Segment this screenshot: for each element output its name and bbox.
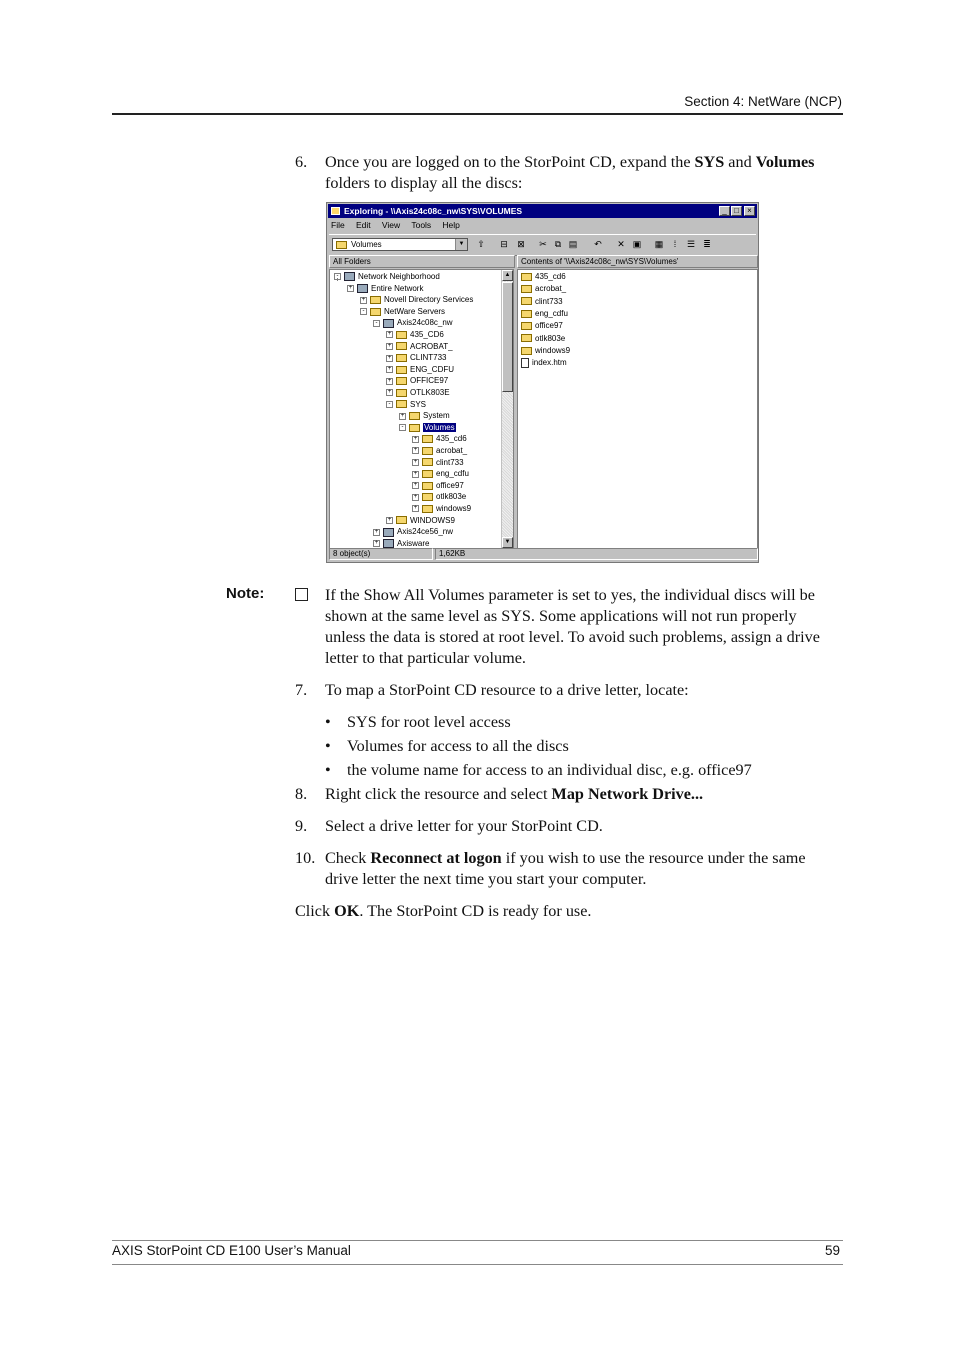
tree-item[interactable] (360, 306, 445, 317)
expand-icon[interactable]: + (387, 331, 392, 338)
expand-icon[interactable]: + (387, 366, 392, 373)
status-count: 8 object(s) (329, 548, 433, 560)
list-item[interactable] (521, 308, 568, 319)
tree-item-label: System (423, 411, 450, 421)
header-rule (112, 113, 843, 115)
footer-rule (112, 1264, 843, 1265)
list-item-label: index.htm (532, 358, 567, 368)
step-number: 10. (295, 849, 316, 867)
tree-item-label: 435_CD6 (410, 330, 444, 339)
tree-item-label: ENG_CDFU (410, 364, 455, 374)
cut-icon[interactable]: ✂ (539, 239, 547, 249)
tree-item-label: 435_cd6 (436, 434, 467, 444)
closing-ok: OK (334, 902, 360, 920)
expand-icon[interactable]: + (413, 482, 418, 489)
tree-item[interactable] (347, 283, 423, 294)
list-item[interactable] (521, 357, 567, 368)
folder-icon (422, 493, 433, 501)
title-bar (328, 204, 757, 218)
tree-item-label: ACROBAT_ (410, 341, 453, 351)
tree-item[interactable] (399, 422, 456, 433)
document-icon (521, 358, 529, 368)
menu-view[interactable]: View (381, 220, 401, 230)
step-text: Check Reconnect at logon if you wish to use the resource under the same drive letter the next time you start your computer. (325, 849, 806, 888)
tree-item[interactable] (334, 271, 440, 282)
expand-icon[interactable]: + (387, 342, 392, 349)
tree-item-label: otlk803e (436, 492, 467, 502)
folder-icon (396, 516, 407, 524)
undo-icon[interactable]: ↶ (594, 239, 602, 249)
map-drive-icon[interactable]: ⊟ (500, 239, 508, 249)
collapse-icon[interactable]: - (386, 401, 393, 408)
menu-bar (331, 220, 469, 232)
list-item-label: otlk803e (535, 333, 566, 343)
folder-icon (521, 334, 532, 342)
list-item[interactable] (521, 283, 566, 294)
list-item-label: office97 (535, 321, 563, 331)
tree-item-label: OFFICE97 (410, 376, 449, 386)
step-9 (295, 816, 841, 838)
bullet-item (325, 736, 845, 758)
folder-tree (329, 269, 514, 549)
step-number: 6. (295, 153, 308, 171)
folder-icon (370, 308, 381, 316)
list-item-label: clint733 (535, 296, 563, 306)
tree-item[interactable] (360, 294, 473, 305)
expand-icon[interactable]: + (387, 389, 392, 396)
details-view-icon[interactable]: ≣ (703, 239, 711, 249)
tree-item[interactable] (412, 491, 466, 502)
tree-item[interactable] (399, 410, 450, 421)
list-item[interactable] (521, 271, 566, 282)
explorer-window (326, 202, 759, 563)
tree-item[interactable] (386, 387, 450, 398)
folder-icon (336, 241, 347, 249)
footer-rule (112, 1240, 843, 1241)
bullet-text: the volume name for access to an individual disc, e.g. office97 (347, 761, 752, 779)
scroll-thumb[interactable] (502, 282, 513, 392)
folder-icon (396, 342, 407, 350)
expand-icon[interactable]: + (400, 412, 405, 419)
folder-icon (422, 435, 433, 443)
address-value: Volumes (351, 240, 382, 249)
bullet-dot: • (325, 713, 331, 731)
menu-help[interactable]: Help (442, 220, 460, 230)
folder-icon (521, 273, 532, 281)
large-icons-icon[interactable]: ▦ (654, 239, 664, 249)
collapse-icon[interactable]: - (360, 308, 367, 315)
tree-item[interactable] (386, 341, 453, 352)
expand-icon[interactable]: + (348, 284, 353, 291)
tree-item[interactable] (412, 503, 471, 514)
step-text: Once you are logged on to the StorPoint CD, expand the SYS and Volumes folders to display all the discs: (325, 153, 815, 192)
tree-item-label: WINDOWS9 (410, 515, 455, 525)
step-10 (295, 848, 841, 892)
note-text: If the Show All Volumes parameter is set to yes, the individual discs will be shown at the same level as SYS. Some applications will not run properly unless the data is stored at root level. To avoid such problems, assign a drive letter to that particular volume. (325, 586, 820, 667)
tree-item[interactable] (373, 317, 453, 328)
expand-icon[interactable]: + (413, 493, 418, 500)
page-number: 59 (824, 1243, 840, 1258)
step-text: Select a drive letter for your StorPoint CD. (325, 817, 603, 835)
tree-item-label: Volumes (424, 422, 455, 432)
folder-icon (396, 377, 407, 385)
menu-edit[interactable]: Edit (355, 220, 371, 230)
bullet-item (325, 760, 845, 782)
copy-icon[interactable]: ⧉ (554, 239, 562, 249)
bullet-dot: • (325, 737, 331, 755)
step-8 (295, 784, 841, 806)
folder-icon (409, 412, 420, 420)
expand-icon[interactable]: + (413, 435, 418, 442)
closing-line (295, 901, 841, 923)
bullet-text: SYS for root level access (347, 713, 511, 731)
expand-icon[interactable]: + (387, 354, 392, 361)
network-icon (344, 272, 355, 281)
tree-item[interactable] (386, 375, 448, 386)
minimize-icon[interactable]: _ (719, 206, 730, 216)
folder-icon (396, 389, 407, 397)
list-item[interactable] (521, 345, 570, 356)
maximize-icon[interactable]: □ (731, 206, 742, 216)
tree-scrollbar[interactable] (501, 270, 513, 548)
right-pane-header: Contents of '\\Axis24c08c_nw\SYS\Volumes' (517, 255, 758, 268)
tree-item[interactable] (412, 433, 467, 444)
scroll-up-icon[interactable]: ▲ (502, 270, 513, 281)
tree-item-label: acrobat_ (436, 446, 468, 455)
step-number: 9. (295, 817, 308, 835)
toolbar (329, 234, 756, 256)
tree-item[interactable] (386, 515, 455, 526)
step-text: Right click the resource and select Map Network Drive... (325, 785, 704, 803)
folder-icon (521, 285, 532, 293)
paste-icon[interactable]: ▤ (568, 239, 578, 249)
tree-item[interactable] (412, 445, 467, 456)
folder-icon (422, 505, 433, 513)
pane-headers (329, 255, 756, 268)
tree-item[interactable] (386, 329, 444, 340)
list-item-label: windows9 (535, 345, 571, 355)
status-bar (329, 548, 756, 560)
scroll-down-icon[interactable]: ▼ (502, 537, 513, 548)
closing-post: . The StorPoint CD is ready for use. (359, 902, 592, 920)
list-item[interactable] (521, 333, 565, 344)
bullet-item (325, 712, 845, 734)
step-text: To map a StorPoint CD resource to a drive letter, locate: (325, 681, 689, 699)
tree-item-label: NetWare Servers (384, 306, 446, 316)
tree-item-label: windows9 (436, 504, 472, 513)
list-item[interactable] (521, 320, 563, 331)
folder-icon (396, 331, 407, 339)
properties-icon[interactable]: ▣ (632, 239, 642, 249)
closing-pre: Click (295, 902, 335, 920)
tree-item-label: Network Neighborhood (358, 272, 440, 281)
menu-tools[interactable]: Tools (411, 220, 432, 230)
tree-item-label: office97 (436, 480, 464, 490)
folder-icon (396, 400, 407, 408)
note-label: Note: (226, 585, 265, 602)
step-7 (295, 680, 841, 702)
tree-item-label: OTLK803E (410, 388, 450, 397)
bullet-text: Volumes for access to all the discs (347, 737, 569, 755)
folder-icon (521, 347, 532, 355)
computer-icon (383, 539, 394, 548)
list-item-label: acrobat_ (535, 284, 567, 294)
tree-item-label: CLINT733 (410, 353, 447, 363)
bullet-dot: • (325, 761, 331, 779)
tree-item-label: Axis24c08c_nw (397, 318, 453, 328)
tree-item[interactable] (386, 399, 426, 410)
footer-title: AXIS StorPoint CD E100 User’s Manual (112, 1243, 351, 1258)
delete-icon[interactable]: ✕ (617, 239, 625, 249)
status-size: 1,62KB (435, 548, 758, 560)
small-icons-icon[interactable]: ⁞ (673, 239, 677, 249)
left-pane-header: All Folders (329, 255, 515, 268)
step-6 (295, 152, 841, 196)
expand-icon[interactable]: + (413, 447, 418, 454)
tree-item[interactable] (373, 526, 453, 537)
expand-icon[interactable]: + (374, 540, 379, 547)
folder-icon (521, 297, 532, 305)
folder-icon (521, 310, 532, 318)
contents-list (517, 269, 758, 549)
tree-item-label: Axisware (397, 538, 430, 548)
folder-icon (396, 354, 407, 362)
tree-item[interactable] (412, 468, 469, 479)
computer-icon (383, 528, 394, 537)
expand-icon[interactable]: + (361, 296, 366, 303)
address-combo[interactable] (332, 238, 468, 251)
checkbox-bullet-icon (295, 588, 308, 601)
tree-item-label: Axis24ce56_nw (397, 527, 454, 537)
folder-icon (422, 447, 433, 455)
explorer-icon (331, 207, 340, 215)
expand-icon[interactable]: + (413, 458, 418, 465)
step-number: 7. (295, 681, 308, 699)
list-item-label: eng_cdfu (535, 308, 568, 318)
tree-item[interactable] (412, 480, 464, 491)
folder-icon (370, 296, 381, 304)
window-title: Exploring - \\Axis24c08c_nw\SYS\VOLUMES (344, 206, 523, 216)
folder-icon (422, 458, 433, 466)
tree-item[interactable] (386, 364, 454, 375)
running-header: Section 4: NetWare (NCP) (684, 94, 842, 109)
tree-item-label: Novell Directory Services (384, 295, 474, 305)
list-view-icon[interactable]: ☰ (686, 239, 696, 249)
tree-item-label: Entire Network (371, 283, 424, 293)
tree-item-label: SYS (410, 399, 427, 409)
expand-icon[interactable]: + (413, 470, 418, 477)
folder-icon (409, 424, 420, 432)
tree-item-label: eng_cdfu (436, 469, 469, 479)
folder-icon (396, 366, 407, 374)
expand-icon[interactable]: + (413, 505, 418, 512)
expand-icon[interactable]: + (387, 377, 392, 384)
folder-icon (422, 470, 433, 478)
folder-icon (422, 482, 433, 490)
dropdown-arrow-icon[interactable]: ▼ (455, 239, 467, 250)
expand-icon[interactable]: + (387, 516, 392, 523)
disconnect-drive-icon[interactable]: ⊠ (517, 239, 525, 249)
network-icon (357, 284, 368, 293)
tree-item[interactable] (412, 457, 464, 468)
computer-icon (383, 319, 394, 328)
collapse-icon[interactable]: - (334, 273, 341, 280)
step-number: 8. (295, 785, 308, 803)
expand-icon[interactable]: + (374, 528, 379, 535)
list-item-label: 435_cd6 (535, 272, 566, 281)
folder-icon (521, 322, 532, 330)
collapse-icon[interactable]: - (373, 320, 380, 327)
up-folder-icon[interactable]: ⇧ (477, 239, 485, 249)
collapse-icon[interactable]: - (399, 424, 406, 431)
tree-item-label: clint733 (436, 457, 464, 467)
close-icon[interactable]: × (744, 206, 755, 216)
tree-item[interactable] (386, 352, 446, 363)
list-item[interactable] (521, 296, 563, 307)
menu-file[interactable]: File (331, 220, 345, 230)
